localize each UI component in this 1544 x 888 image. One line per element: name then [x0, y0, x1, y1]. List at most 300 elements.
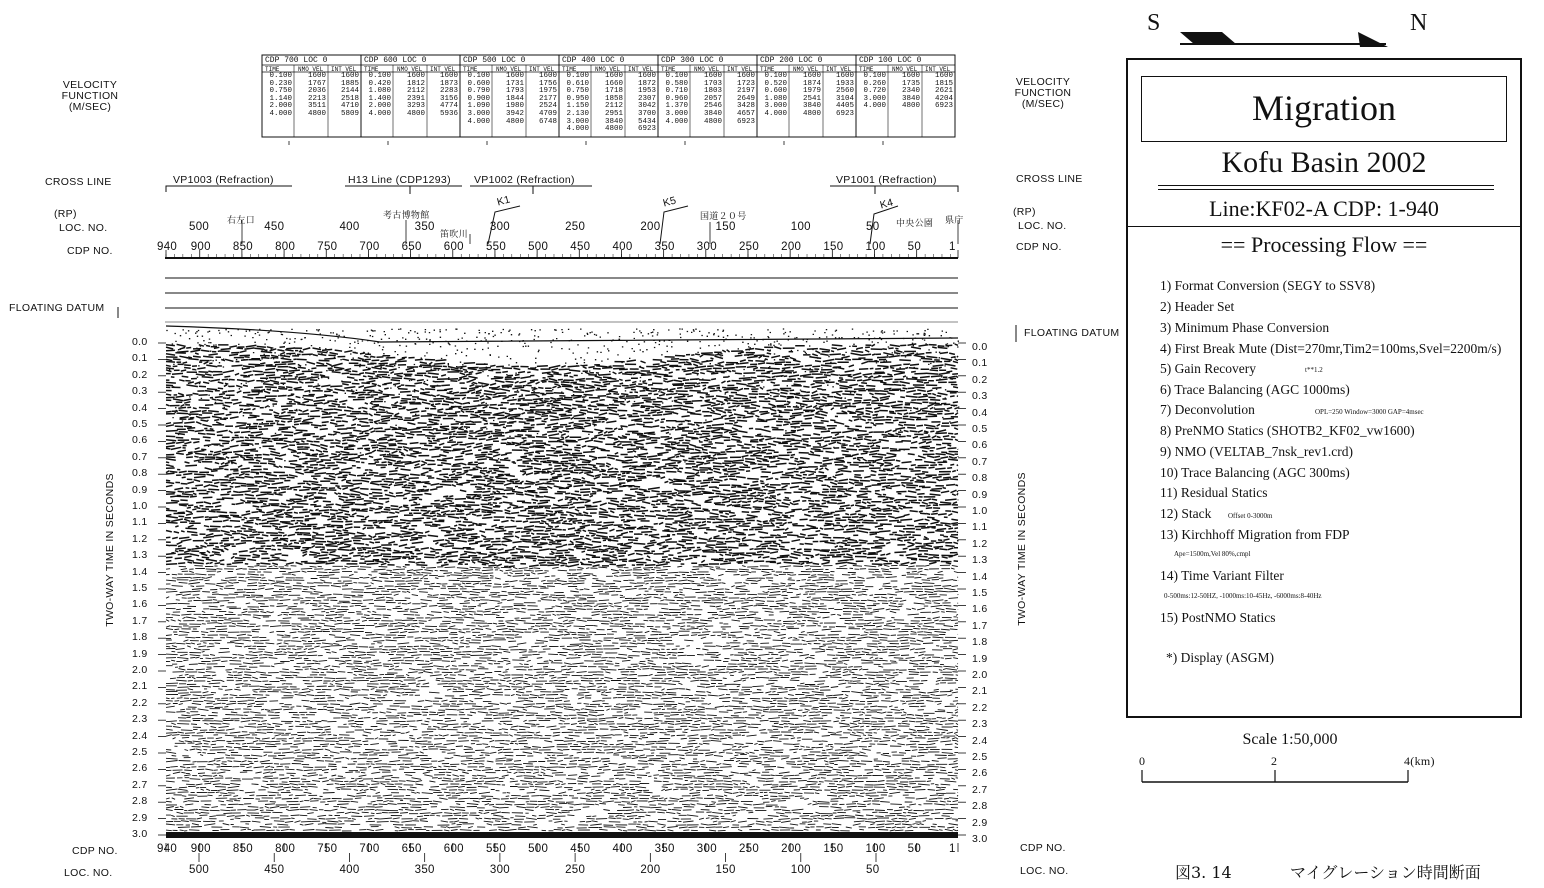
velocity-table-col-head: NMO VEL	[595, 66, 621, 73]
velocity-value: 1600	[901, 72, 920, 80]
cdp-tick-bottom: 250	[738, 843, 760, 855]
time-tick-left: 0.5	[132, 418, 148, 430]
velocity-value: 1979	[802, 87, 821, 96]
velocity-value: 2283	[439, 87, 458, 96]
cdp-no-label-bottom-right: CDP NO.	[1020, 842, 1066, 854]
velocity-value: 1815	[934, 79, 953, 88]
velocity-table-column	[660, 73, 688, 126]
velocity-value: 3840	[802, 102, 821, 111]
velocity-value: 4.000	[269, 109, 292, 118]
velocity-value: 3.000	[566, 117, 589, 126]
loc-tick-bottom: 250	[565, 864, 586, 876]
velocity-value: 4800	[901, 102, 920, 111]
vf-line2: FUNCTION	[61, 90, 119, 102]
velocity-value: 0.100	[566, 72, 589, 80]
title-panel	[1126, 58, 1522, 718]
cdp-tick-bottom: 1	[949, 843, 956, 855]
vf-line1: VELOCITY	[62, 79, 118, 91]
seismic-reflection-data	[166, 326, 959, 838]
double-rule-top	[1158, 185, 1494, 186]
velocity-value: 1.150	[566, 102, 589, 111]
cdp-tick-bottom: 350	[654, 843, 675, 855]
velocity-value: 4.000	[467, 117, 490, 126]
velocity-value: 1600	[406, 72, 425, 80]
velocity-value: 0.100	[269, 72, 292, 80]
crossline-vp1003: VP1003 (Refraction)	[173, 174, 274, 186]
cdp-tick-bottom: 750	[317, 843, 338, 855]
time-tick-left: 1.8	[132, 631, 148, 644]
time-tick-right: 2.5	[972, 751, 988, 763]
velocity-table-column	[462, 73, 490, 126]
velocity-value: 2340	[901, 87, 920, 96]
cdp-tick-top: 100	[865, 241, 886, 253]
velocity-value: 3156	[439, 94, 458, 103]
velocity-value: 3942	[505, 109, 524, 118]
vf-line2-right: FUNCTION	[1014, 87, 1072, 99]
place-name: 右左口	[227, 216, 255, 226]
velocity-value: 2.000	[368, 102, 391, 111]
velocity-value: 4800	[505, 117, 524, 126]
double-rule-bottom	[1158, 189, 1494, 190]
velocity-value: 1885	[340, 79, 359, 88]
velocity-value: 0.900	[467, 94, 490, 103]
loc-tick-bottom: 50	[866, 864, 880, 876]
velocity-table-column	[694, 73, 722, 126]
time-tick-left: 0.6	[132, 434, 148, 447]
scale-bar	[1142, 770, 1408, 782]
velocity-value: 1600	[307, 72, 326, 80]
cdp-tick-bottom: 600	[443, 843, 464, 855]
loc-tick-bottom: 100	[790, 864, 811, 876]
rp-label-right: (RP)	[1013, 206, 1036, 218]
loc-tick-top: 150	[715, 221, 736, 233]
title-box	[1141, 76, 1507, 142]
velocity-value: 1600	[340, 72, 359, 80]
velocity-table-header: CDP 600 LOC 0	[364, 56, 427, 65]
velocity-value: 3.000	[863, 94, 886, 103]
velocity-value: 4.000	[665, 117, 688, 126]
loc-tick-bottom: 450	[264, 864, 285, 876]
loc-tick-top: 200	[640, 221, 661, 233]
velocity-value: 3511	[307, 102, 326, 111]
velocity-table-column	[331, 73, 359, 119]
velocity-value: 2177	[538, 94, 557, 103]
crossline-vp1001: VP1001 (Refraction)	[836, 174, 937, 186]
time-tick-right: 0.8	[972, 472, 988, 485]
velocity-value: 0.790	[467, 87, 490, 96]
velocity-value: 4709	[538, 109, 557, 118]
time-tick-right: 1.0	[972, 505, 988, 517]
loc-tick-top: 400	[339, 221, 360, 233]
velocity-value: 2518	[340, 94, 359, 103]
step: 10) Trace Balancing (AGC 300ms)	[1160, 465, 1350, 480]
velocity-value: 0.100	[665, 72, 688, 80]
cdp-tick-top: 50	[907, 241, 922, 253]
loc-tick-bottom: 200	[640, 864, 661, 876]
scale-tick-4: 4(km)	[1404, 754, 1435, 768]
crossline-vp1002: VP1002 (Refraction)	[474, 174, 575, 186]
velocity-value: 2391	[406, 94, 425, 103]
time-tick-left: 1.4	[132, 565, 148, 578]
time-tick-left: 1.0	[132, 500, 148, 512]
loc-tick-bottom: 500	[189, 864, 210, 876]
velocity-value: 0.420	[368, 79, 391, 88]
time-tick-right: 0.7	[972, 455, 988, 468]
time-tick-right: 2.9	[972, 816, 988, 829]
velocity-value: 1980	[505, 102, 524, 111]
velocity-value: 1600	[703, 72, 722, 80]
cdp-tick-top: 700	[359, 241, 380, 253]
velocity-value: 1600	[934, 72, 953, 80]
decon-note: OPL=250 Window=3000 GAP=4msec	[1315, 408, 1424, 416]
velocity-value: 1812	[406, 79, 425, 88]
time-tick-left: 2.2	[132, 696, 148, 709]
time-tick-right: 0.2	[972, 373, 988, 386]
velocity-function-label-right	[1013, 77, 1073, 110]
velocity-value: 0.610	[566, 79, 589, 88]
time-tick-left: 1.5	[132, 582, 148, 594]
velocity-value: 0.710	[665, 87, 688, 96]
time-tick-right: 0.6	[972, 439, 988, 452]
cdp-tick-top: 900	[190, 241, 211, 253]
time-tick-right: 0.0	[972, 341, 988, 353]
time-tick-left: 2.5	[132, 746, 148, 758]
velocity-value: 1735	[901, 79, 920, 88]
velocity-value: 3293	[406, 102, 425, 111]
north-south-arrow	[1180, 32, 1388, 47]
time-tick-right: 2.2	[972, 701, 988, 714]
step: 4) First Break Mute (Dist=270mr,Tim2=100ms,Svel=2200m/s)	[1160, 341, 1502, 356]
time-tick-left: 0.0	[132, 336, 148, 348]
cdp-tick-bottom: 400	[612, 843, 633, 855]
time-tick-right: 1.3	[972, 554, 988, 567]
velocity-value: 4800	[604, 125, 623, 134]
loc-no-label-left: LOC. NO.	[59, 222, 108, 234]
cdp-tick-bottom: 500	[528, 843, 549, 855]
velocity-table-column	[793, 73, 821, 119]
velocity-value: 1600	[802, 72, 821, 80]
velocity-value: 0.100	[368, 72, 391, 80]
velocity-value: 1600	[505, 72, 524, 80]
vf-line3-right: (M/SEC)	[1021, 98, 1065, 110]
velocity-table-column	[397, 73, 425, 119]
velocity-value: 2524	[538, 102, 557, 111]
stack-note: Offset 0-3000m	[1228, 512, 1273, 520]
velocity-value: 0.580	[665, 79, 688, 88]
cdp-tick-top: 650	[401, 241, 422, 253]
time-tick-left: 0.3	[132, 385, 148, 398]
cdp-tick-bottom: 300	[696, 843, 717, 855]
velocity-value: 2560	[835, 87, 854, 96]
time-tick-right: 0.3	[972, 390, 988, 403]
time-tick-right: 1.1	[972, 521, 988, 534]
step: *) Display (ASGM)	[1166, 650, 1274, 665]
time-tick-left: 2.3	[132, 713, 148, 726]
velocity-value: 1803	[703, 87, 722, 96]
velocity-value: 4774	[439, 102, 458, 111]
velocity-table-col-head: TIME	[364, 66, 379, 73]
time-tick-right: 2.6	[972, 767, 988, 780]
loc-tick-top: 350	[414, 221, 435, 233]
scale-title: Scale 1:50,000	[1242, 731, 1338, 748]
velocity-value: 1723	[736, 79, 755, 88]
loc-tick-bottom: 350	[414, 864, 435, 876]
title: Migration	[1252, 88, 1396, 128]
velocity-value: 4800	[703, 117, 722, 126]
step: 2) Header Set	[1160, 299, 1235, 314]
velocity-value: 3042	[637, 102, 656, 111]
cdp-tick-top: 150	[823, 241, 844, 253]
velocity-table-col-head: NMO VEL	[694, 66, 720, 73]
step: 7) Deconvolution	[1160, 402, 1255, 417]
velocity-value: 5809	[340, 109, 359, 118]
velocity-value: 0.520	[764, 79, 787, 88]
place-name: 笛吹川	[440, 230, 468, 240]
loc-tick-top: 450	[264, 221, 285, 233]
velocity-table-col-head: NMO VEL	[496, 66, 522, 73]
velocity-value: 1731	[505, 79, 524, 88]
velocity-value: 2546	[703, 102, 722, 111]
velocity-table-column	[496, 73, 524, 126]
time-tick-left: 3.0	[132, 828, 148, 840]
velocity-value: 5434	[637, 117, 656, 126]
cdp-tick-top: 1	[949, 241, 956, 253]
velocity-value: 1.080	[764, 94, 787, 103]
cdp-tick-bottom: 650	[401, 843, 422, 855]
velocity-value: 3104	[835, 94, 854, 103]
loc-tick-bottom: 150	[715, 864, 736, 876]
cdp-tick-bottom: 800	[275, 843, 296, 855]
gain-note: t**1.2	[1305, 366, 1323, 374]
velocity-table-column	[298, 73, 326, 119]
velocity-value: 6923	[637, 125, 656, 134]
velocity-value: 4.000	[863, 102, 886, 111]
velocity-value: 1660	[604, 79, 623, 88]
velocity-value: 1.080	[368, 87, 391, 96]
velocity-value: 2.000	[269, 102, 292, 111]
floating-datum-label-left: FLOATING DATUM	[9, 302, 105, 314]
velocity-value: 4204	[934, 94, 953, 103]
step: 3) Minimum Phase Conversion	[1160, 320, 1330, 335]
vf-line1-right: VELOCITY	[1015, 76, 1071, 88]
velocity-value: 2951	[604, 109, 623, 118]
velocity-value: 4.000	[368, 109, 391, 118]
cdp-tick-top: 350	[654, 241, 675, 253]
time-tick-right: 0.4	[972, 406, 988, 419]
velocity-value: 1600	[835, 72, 854, 80]
velocity-value: 1953	[637, 87, 656, 96]
velocity-table-col-head: TIME	[562, 66, 577, 73]
cdp-tick-top: 500	[528, 241, 549, 253]
time-tick-left: 2.9	[132, 811, 148, 824]
velocity-table-col-head: TIME	[661, 66, 676, 73]
velocity-table-column	[759, 73, 787, 119]
velocity-table-col-head: INT VEL	[529, 66, 555, 73]
velocity-value: 1.140	[269, 94, 292, 103]
velocity-value: 4800	[406, 109, 425, 118]
velocity-table-col-head: TIME	[265, 66, 280, 73]
place-name: 中央公園	[896, 219, 934, 229]
cross-line-label-right: CROSS LINE	[1016, 173, 1083, 185]
velocity-table-col-head: INT VEL	[727, 66, 753, 73]
velocity-value: 1600	[439, 72, 458, 80]
velocity-table-column	[264, 73, 292, 119]
cdp-tick-bottom: 100	[865, 843, 886, 855]
filter-note: 0-500ms:12-50HZ, -1000ms:10-45Hz, -6000ms:8-40Hz	[1164, 592, 1322, 600]
velocity-value: 1872	[637, 79, 656, 88]
cdp-tick-top: 940	[157, 241, 178, 253]
velocity-value: 0.100	[467, 72, 490, 80]
cdp-tick-bottom: 900	[190, 843, 211, 855]
velocity-value: 4800	[307, 109, 326, 118]
velocity-value: 0.950	[566, 94, 589, 103]
velocity-value: 4405	[835, 102, 854, 111]
velocity-value: 1718	[604, 87, 623, 96]
cdp-tick-bottom: 550	[485, 843, 507, 855]
loc-no-label-bottom-left: LOC. NO.	[64, 867, 113, 879]
velocity-table-column	[561, 73, 589, 134]
time-tick-right: 0.9	[972, 488, 988, 501]
velocity-value: 1873	[439, 79, 458, 88]
velocity-table-col-head: TIME	[859, 66, 874, 73]
marker-k4: K4	[878, 196, 895, 212]
time-tick-right: 1.8	[972, 636, 988, 649]
velocity-value: 3700	[637, 109, 656, 118]
velocity-table-column	[925, 73, 953, 111]
velocity-value: 1874	[802, 79, 821, 88]
step: 9) NMO (VELTAB_7nsk_rev1.crd)	[1160, 444, 1354, 459]
time-tick-left: 0.2	[132, 368, 148, 381]
divider	[1128, 226, 1520, 227]
velocity-value: 1600	[637, 72, 656, 80]
velocity-value: 2213	[307, 94, 326, 103]
cdp-no-label-right: CDP NO.	[1016, 241, 1062, 253]
velocity-value: 1600	[538, 72, 557, 80]
velocity-value: 3.000	[467, 109, 490, 118]
time-tick-left: 2.0	[132, 664, 148, 676]
place-name: 県庁	[945, 216, 964, 226]
velocity-value: 1933	[835, 79, 854, 88]
velocity-value: 1.090	[467, 102, 490, 111]
north-label: N	[1410, 10, 1428, 36]
loc-tick-top: 300	[489, 221, 510, 233]
step: 12) Stack	[1160, 506, 1212, 521]
two-way-time-label-right: TWO-WAY TIME IN SECONDS	[1016, 472, 1028, 626]
velocity-table-col-head: TIME	[463, 66, 478, 73]
velocity-value: 2541	[802, 94, 821, 103]
cdp-tick-bottom: 850	[232, 843, 253, 855]
time-tick-right: 1.5	[972, 587, 988, 599]
time-tick-left: 1.1	[132, 516, 148, 529]
cdp-tick-bottom: 450	[570, 843, 591, 855]
cross-line-label-left: CROSS LINE	[45, 176, 112, 188]
time-tick-left: 0.7	[132, 450, 148, 463]
velocity-table-header: CDP 200 LOC 0	[760, 56, 823, 65]
time-tick-left: 1.7	[132, 614, 148, 627]
velocity-table-col-head: NMO VEL	[892, 66, 918, 73]
velocity-value: 2057	[703, 94, 722, 103]
velocity-value: 2112	[604, 102, 623, 111]
velocity-value: 0.750	[566, 87, 589, 96]
velocity-value: 2.130	[566, 109, 589, 118]
loc-tick-top: 250	[565, 221, 586, 233]
figure-number: 図3. 14	[1175, 863, 1232, 882]
velocity-value: 6923	[835, 109, 854, 118]
time-tick-left: 0.9	[132, 483, 148, 496]
velocity-table-header: CDP 400 LOC 0	[562, 56, 625, 65]
velocity-value: 2197	[736, 87, 755, 96]
time-tick-left: 1.2	[132, 532, 148, 545]
cdp-tick-top: 600	[443, 241, 464, 253]
time-tick-right: 2.4	[972, 734, 988, 747]
velocity-value: 0.720	[863, 87, 886, 96]
velocity-value: 4.000	[566, 125, 589, 134]
time-tick-right: 3.0	[972, 833, 988, 845]
marker-k1: K1	[495, 193, 512, 209]
velocity-function-label-left	[60, 80, 120, 113]
time-tick-right: 2.8	[972, 800, 988, 813]
velocity-value: 1844	[505, 94, 524, 103]
velocity-value: 0.600	[467, 79, 490, 88]
time-tick-right: 1.2	[972, 537, 988, 550]
velocity-table-header: CDP 700 LOC 0	[265, 56, 328, 65]
velocity-value: 1.370	[665, 102, 688, 111]
line-info: Line:KF02-A CDP: 1-940	[1209, 196, 1439, 221]
time-tick-left: 2.1	[132, 680, 148, 693]
cdp-tick-bottom: 50	[907, 843, 922, 855]
time-tick-right: 0.1	[972, 357, 988, 370]
loc-tick-top: 50	[866, 221, 880, 233]
velocity-value: 0.100	[764, 72, 787, 80]
velocity-value: 2036	[307, 87, 326, 96]
rp-label-left: (RP)	[54, 208, 77, 220]
cdp-tick-bottom: 150	[823, 843, 844, 855]
velocity-value: 3840	[703, 109, 722, 118]
velocity-value: 6923	[934, 102, 953, 111]
velocity-table-header: CDP 500 LOC 0	[463, 56, 526, 65]
cdp-tick-top: 550	[485, 241, 507, 253]
time-tick-right: 2.1	[972, 685, 988, 698]
velocity-table-column	[727, 73, 755, 126]
velocity-table-col-head: INT VEL	[925, 66, 951, 73]
velocity-value: 0.600	[764, 87, 787, 96]
cdp-tick-top: 800	[275, 241, 296, 253]
velocity-value: 3840	[604, 117, 623, 126]
velocity-value: 3428	[736, 102, 755, 111]
time-tick-right: 2.0	[972, 669, 988, 681]
velocity-value: 0.100	[863, 72, 886, 80]
loc-tick-top: 100	[790, 221, 811, 233]
velocity-table-col-head: INT VEL	[430, 66, 456, 73]
cdp-tick-top: 300	[696, 241, 717, 253]
velocity-table-column	[858, 73, 886, 111]
velocity-value: 2621	[934, 87, 953, 96]
time-tick-left: 2.6	[132, 762, 148, 775]
time-tick-right: 1.9	[972, 652, 988, 665]
velocity-table-col-head: NMO VEL	[298, 66, 324, 73]
velocity-value: 4.000	[764, 109, 787, 118]
step: 6) Trace Balancing (AGC 1000ms)	[1160, 382, 1350, 397]
figure-caption: マイグレーション時間断面	[1290, 863, 1481, 882]
time-tick-left: 2.7	[132, 778, 148, 791]
time-tick-left: 2.4	[132, 729, 148, 742]
loc-tick-bottom: 400	[339, 864, 360, 876]
time-tick-left: 0.8	[132, 467, 148, 480]
velocity-table-col-head: NMO VEL	[397, 66, 423, 73]
step: 8) PreNMO Statics (SHOTB2_KF02_vw1600)	[1160, 423, 1415, 438]
time-tick-left: 0.1	[132, 352, 148, 365]
velocity-value: 4800	[802, 109, 821, 118]
